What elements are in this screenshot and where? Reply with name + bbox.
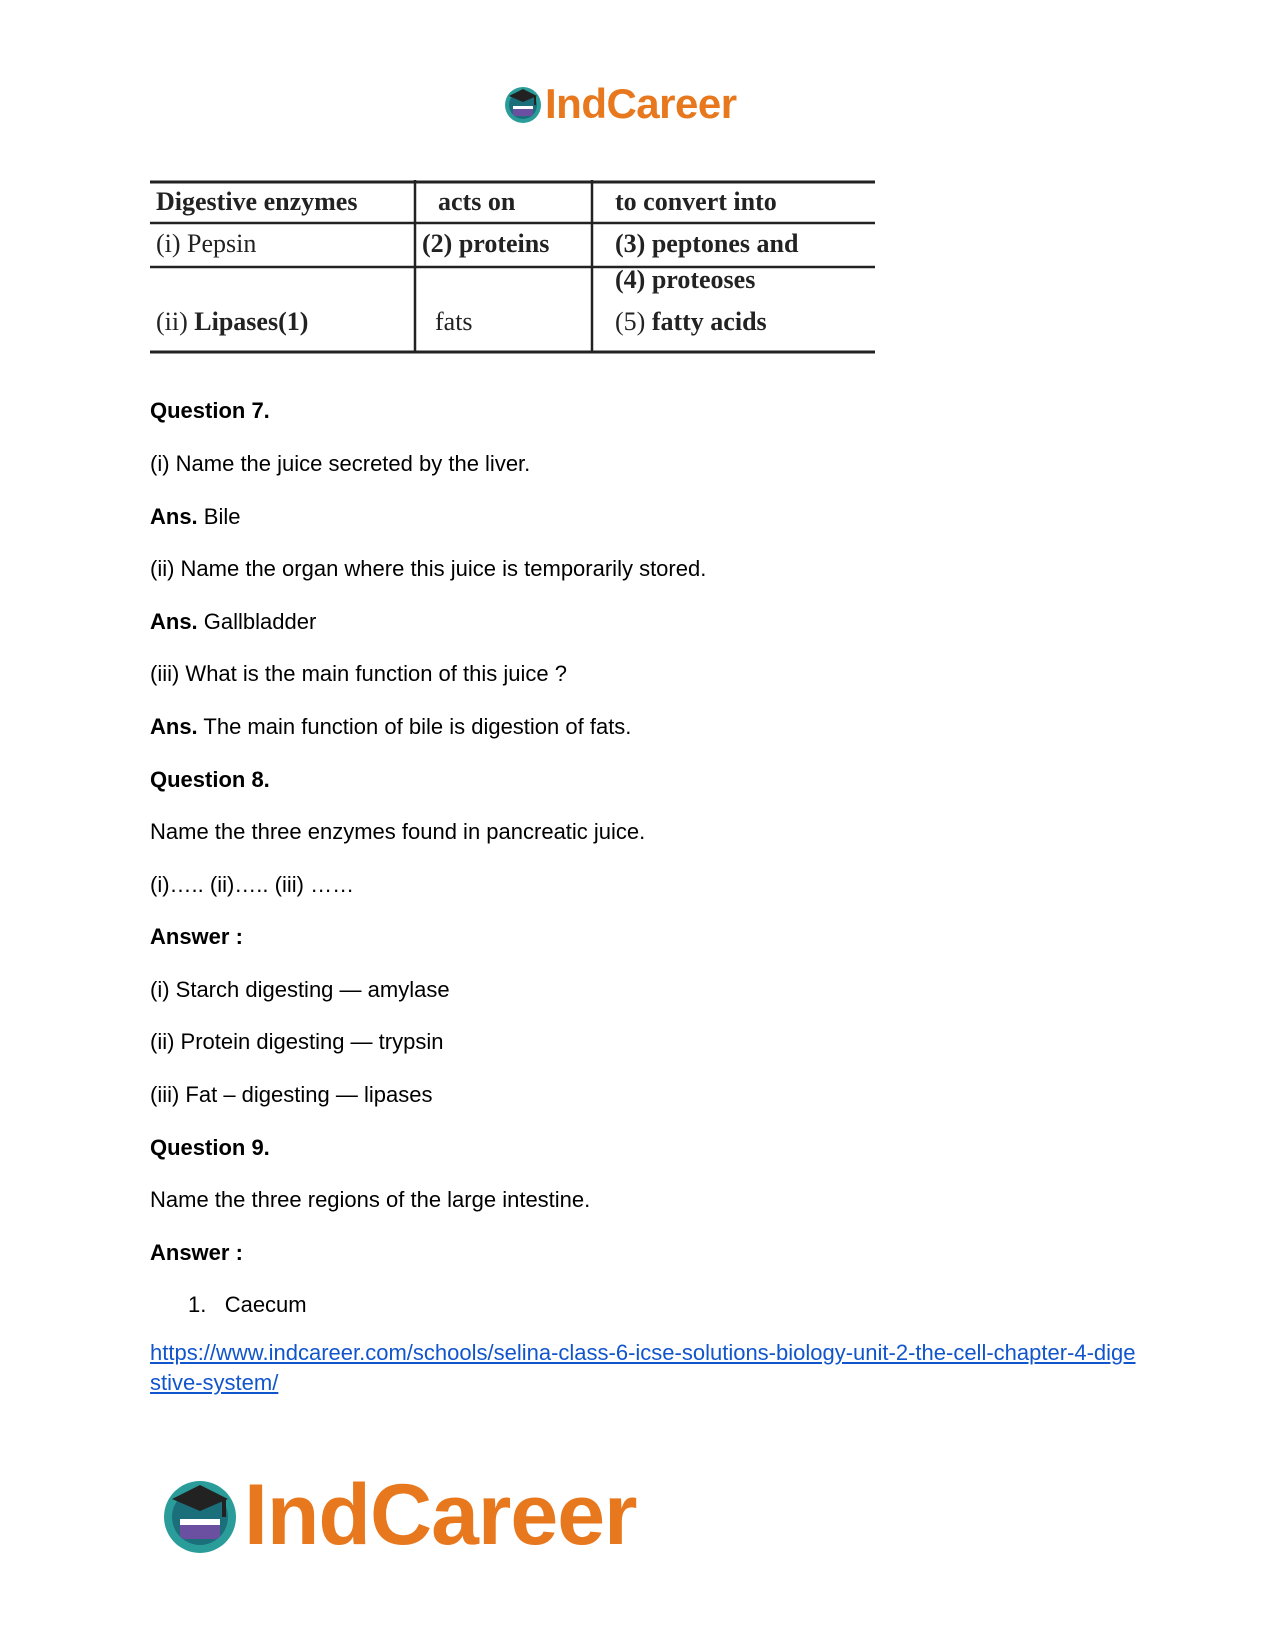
question-8-answer-1: (i) Starch digesting — amylase <box>150 977 450 1002</box>
graduation-globe-icon <box>160 1475 240 1555</box>
question-8-answer-label: Answer : <box>150 924 243 949</box>
header-digestive-enzymes: Digestive enzymes <box>156 187 358 216</box>
question-7-part-1: (i) Name the juice secreted by the liver. <box>150 451 531 476</box>
cell-lipases: (ii) Lipases(1) <box>156 307 309 336</box>
question-9-title: Question 9. <box>150 1135 270 1160</box>
question-7-answer-1: Ans. Bile <box>150 504 241 529</box>
question-8-answer-2: (ii) Protein digesting — trypsin <box>150 1029 444 1054</box>
header-acts-on: acts on <box>438 187 516 216</box>
cell-proteins: (2) proteins <box>422 229 550 258</box>
cell-peptones: (3) peptones and <box>615 229 799 258</box>
list-item: 1. Caecum <box>188 1292 307 1317</box>
question-9-answer-label: Answer : <box>150 1240 243 1265</box>
cell-proteoses: (4) proteoses <box>615 265 756 294</box>
indcareer-logo-bottom <box>160 1466 637 1563</box>
question-8-text: Name the three enzymes found in pancreatic juice. <box>150 819 646 844</box>
question-7-part-2: (ii) Name the organ where this juice is temporarily stored. <box>150 556 707 581</box>
header-convert-into: to convert into <box>615 187 777 216</box>
question-8-blanks: (i)….. (ii)….. (iii) …… <box>150 872 355 897</box>
graduation-globe-icon <box>503 84 543 124</box>
question-7-answer-3: Ans. The main function of bile is digestion of fats. <box>150 714 632 739</box>
cell-pepsin: (i) Pepsin <box>156 229 257 258</box>
question-9-text: Name the three regions of the large intestine. <box>150 1187 591 1212</box>
indcareer-logo-top <box>503 82 737 126</box>
question-7-answer-2: Ans. Gallbladder <box>150 609 317 634</box>
logo-text: IndCareer <box>545 80 737 127</box>
enzyme-table <box>150 180 875 370</box>
cell-fatty-acids: (5) fatty acids <box>615 307 767 336</box>
logo-text: IndCareer <box>244 1466 637 1563</box>
question-8-title: Question 8. <box>150 767 270 792</box>
source-link[interactable]: https://www.indcareer.com/schools/selina-class-6-icse-solutions-biology-unit-2-the-cell-chapter-4-digestive-system/ <box>150 1340 1136 1395</box>
question-7-part-3: (iii) What is the main function of this juice ? <box>150 661 567 686</box>
question-8-answer-3: (iii) Fat – digesting — lipases <box>150 1082 433 1107</box>
cell-fats: fats <box>435 307 473 336</box>
question-7-title: Question 7. <box>150 398 270 423</box>
